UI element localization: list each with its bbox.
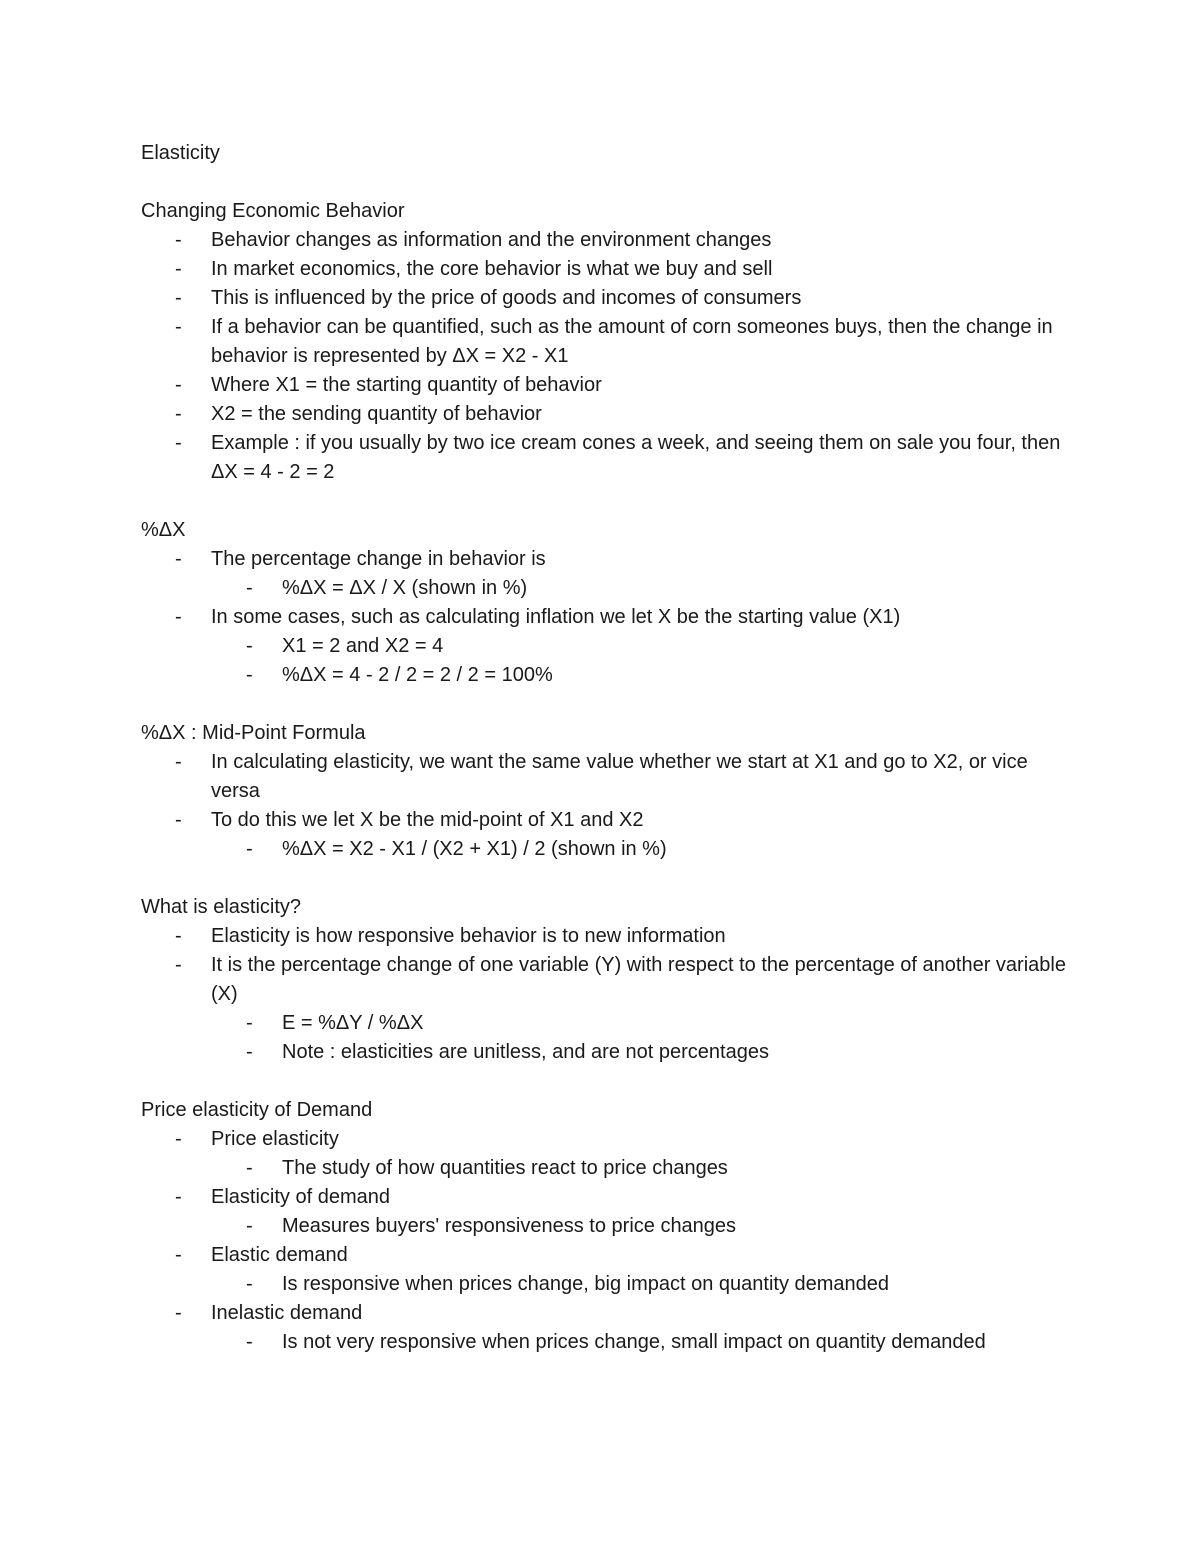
bullet-dash-icon: - <box>246 1215 253 1237</box>
list-item <box>141 1183 1081 1212</box>
list-item-text: %ΔX = ΔX / X (shown in %) <box>282 577 528 599</box>
list-item-text: %ΔX = X2 - X1 / (X2 + X1) / 2 (shown in %) <box>282 838 667 860</box>
sub-list-item <box>141 835 1081 864</box>
list-item-text: Behavior changes as information and the environment changes <box>211 229 772 251</box>
list-item <box>141 1241 1081 1270</box>
list-item <box>141 748 1081 806</box>
sub-list-item <box>141 1328 1081 1357</box>
list-item-text: In market economics, the core behavior is what we buy and sell <box>211 258 773 280</box>
list-item-text: Where X1 = the starting quantity of behavior <box>211 374 602 396</box>
list-item-text: Is not very responsive when prices change, small impact on quantity demanded <box>282 1331 986 1353</box>
spacer <box>141 168 1081 197</box>
bullet-dash-icon: - <box>175 403 182 425</box>
section <box>141 516 1081 690</box>
list-item-text: If a behavior can be quantified, such as the amount of corn someones buys, then the change in behavior is represented by ΔX = X2 - X1 <box>211 316 1053 367</box>
sections-container <box>141 197 1081 1357</box>
bullet-dash-icon: - <box>175 1186 182 1208</box>
bullet-dash-icon: - <box>246 1273 253 1295</box>
list-item-text: It is the percentage change of one variable (Y) with respect to the percentage of another variable (X) <box>211 954 1066 1005</box>
bullet-dash-icon: - <box>246 1157 253 1179</box>
list-item <box>141 1125 1081 1154</box>
document-body <box>141 139 1081 1357</box>
bullet-dash-icon: - <box>175 258 182 280</box>
section-heading: What is elasticity? <box>141 896 302 918</box>
sub-list-item <box>141 1212 1081 1241</box>
bullet-dash-icon: - <box>175 374 182 396</box>
list-item-text: Example : if you usually by two ice cream cones a week, and seeing them on sale you four, then ΔX = 4 - 2 = 2 <box>211 432 1061 483</box>
list-item-text: Is responsive when prices change, big impact on quantity demanded <box>282 1273 890 1295</box>
list-item <box>141 226 1081 255</box>
bullet-dash-icon: - <box>175 925 182 947</box>
section <box>141 197 1081 487</box>
spacer <box>141 487 1081 516</box>
document-title: Elasticity <box>141 142 220 164</box>
section-heading: Price elasticity of Demand <box>141 1099 373 1121</box>
list-item <box>141 400 1081 429</box>
sub-list-item <box>141 574 1081 603</box>
list-item <box>141 1299 1081 1328</box>
list-item-text: X2 = the sending quantity of behavior <box>211 403 542 425</box>
list-item <box>141 806 1081 835</box>
list-item-text: The study of how quantities react to price changes <box>282 1157 728 1179</box>
bullet-dash-icon: - <box>175 432 182 454</box>
list-item-text: Elasticity of demand <box>211 1186 390 1208</box>
list-item-text: In calculating elasticity, we want the same value whether we start at X1 and go to X2, or vice versa <box>211 751 1028 802</box>
spacer <box>141 864 1081 893</box>
list-item-text: Price elasticity <box>211 1128 339 1150</box>
section-heading: %ΔX <box>141 519 186 541</box>
list-item-text: In some cases, such as calculating inflation we let X be the starting value (X1) <box>211 606 901 628</box>
section <box>141 1096 1081 1357</box>
list-item <box>141 255 1081 284</box>
list-item <box>141 284 1081 313</box>
bullet-dash-icon: - <box>175 1244 182 1266</box>
list-item-text: The percentage change in behavior is <box>211 548 546 570</box>
bullet-dash-icon: - <box>246 1331 253 1353</box>
spacer <box>141 690 1081 719</box>
list-item-text: This is influenced by the price of goods and incomes of consumers <box>211 287 802 309</box>
spacer <box>141 1067 1081 1096</box>
sub-list-item <box>141 1270 1081 1299</box>
list-item-text: Note : elasticities are unitless, and are not percentages <box>282 1041 769 1063</box>
sub-list-item <box>141 1009 1081 1038</box>
list-item <box>141 922 1081 951</box>
section-heading: Changing Economic Behavior <box>141 200 405 222</box>
section <box>141 893 1081 1067</box>
bullet-dash-icon: - <box>175 287 182 309</box>
list-item <box>141 371 1081 400</box>
bullet-dash-icon: - <box>175 606 182 628</box>
list-item <box>141 429 1081 487</box>
list-item-text: Measures buyers' responsiveness to price changes <box>282 1215 737 1237</box>
section-heading: %ΔX : Mid-Point Formula <box>141 722 366 744</box>
section <box>141 719 1081 864</box>
sub-list-item <box>141 661 1081 690</box>
list-item <box>141 545 1081 574</box>
list-item-text: Inelastic demand <box>211 1302 363 1324</box>
bullet-dash-icon: - <box>175 316 182 338</box>
bullet-dash-icon: - <box>175 1128 182 1150</box>
bullet-dash-icon: - <box>175 1302 182 1324</box>
sub-list-item <box>141 632 1081 661</box>
list-item-text: To do this we let X be the mid-point of X1 and X2 <box>211 809 644 831</box>
bullet-dash-icon: - <box>175 548 182 570</box>
list-item <box>141 603 1081 632</box>
bullet-dash-icon: - <box>175 809 182 831</box>
list-item <box>141 313 1081 371</box>
list-item-text: X1 = 2 and X2 = 4 <box>282 635 444 657</box>
bullet-dash-icon: - <box>175 229 182 251</box>
bullet-dash-icon: - <box>246 1041 253 1063</box>
list-item-text: E = %ΔY / %ΔX <box>282 1012 424 1034</box>
bullet-dash-icon: - <box>246 635 253 657</box>
bullet-dash-icon: - <box>246 664 253 686</box>
list-item-text: Elasticity is how responsive behavior is to new information <box>211 925 726 947</box>
bullet-dash-icon: - <box>175 954 182 976</box>
sub-list-item <box>141 1038 1081 1067</box>
list-item-text: %ΔX = 4 - 2 / 2 = 2 / 2 = 100% <box>282 664 553 686</box>
sub-list-item <box>141 1154 1081 1183</box>
bullet-dash-icon: - <box>246 838 253 860</box>
list-item-text: Elastic demand <box>211 1244 348 1266</box>
list-item <box>141 951 1081 1009</box>
bullet-dash-icon: - <box>246 577 253 599</box>
bullet-dash-icon: - <box>175 751 182 773</box>
bullet-dash-icon: - <box>246 1012 253 1034</box>
